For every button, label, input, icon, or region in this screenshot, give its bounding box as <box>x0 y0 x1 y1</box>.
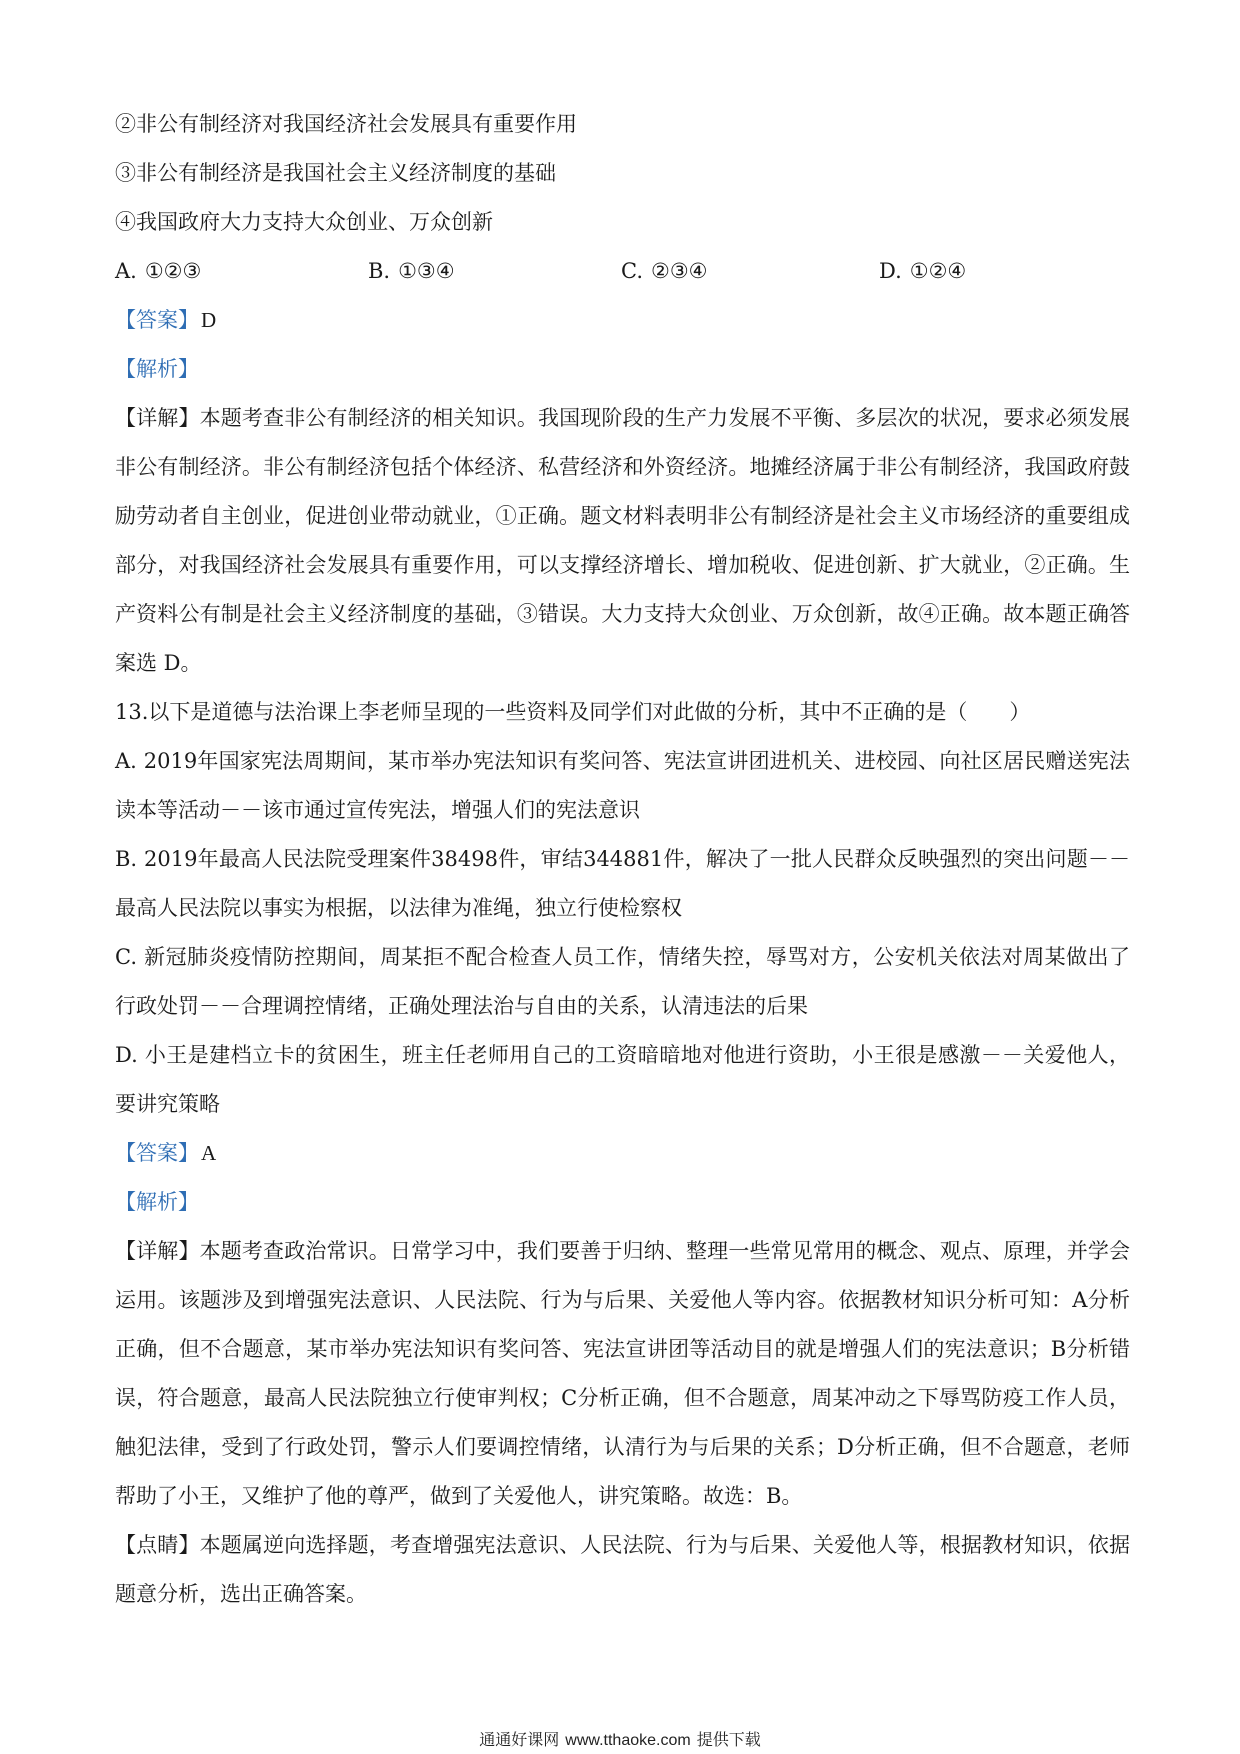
option-text: ②③④ <box>651 259 708 283</box>
option-text: ①②④ <box>909 259 967 283</box>
option-letter: B. <box>115 847 138 871</box>
option-letter: D. <box>115 1043 138 1067</box>
q13-option-d <box>115 1031 1130 1129</box>
q12-answer <box>115 296 1130 345</box>
page-content <box>115 100 1130 1619</box>
option-text: 2019年最高人民法院受理案件38498件，审结344881件，解决了一批人民群众反映强烈的突出问题－－最高人民法院以事实为根据，以法律为准绳，独立行使检察权 <box>115 847 1130 920</box>
answer-value: A <box>201 1141 217 1165</box>
option-text: ①②③ <box>144 259 202 283</box>
option-text: ①③④ <box>398 259 455 283</box>
q12-option-b <box>368 247 621 296</box>
footer-suffix: 提供下载 <box>696 1730 761 1749</box>
option-letter: A. <box>115 749 137 773</box>
answer-tag: 【答案】 <box>115 308 199 332</box>
detail-text: 本题考查非公有制经济的相关知识。我国现阶段的生产力发展不平衡、多层次的状况，要求必须发展非公有制经济。非公有制经济包括个体经济、私营经济和外资经济。地摊经济属于非公有制经济，我国政府鼓励劳动者自主创业，促进创业带动就业，①正确。题文材料表明非公有制经济是社会主义市场经济的重要组成部分，对我国经济社会发展具有重要作用，可以支撑经济增长、增加税收、促进创新、扩大就业，②正确。生产资料公有制是社会主义经济制度的基础，③错误。大力支持大众创业、万众创新，故④正确。故本题正确答案选 D。 <box>115 406 1131 675</box>
footer-site-name: 通通好课网 <box>479 1730 560 1749</box>
q12-detail <box>115 394 1130 688</box>
analysis-tag: 【解析】 <box>115 1190 199 1214</box>
q12-analysis-heading <box>115 345 1130 394</box>
option-letter: A. <box>115 259 137 283</box>
q12-option-a <box>115 247 368 296</box>
option-letter: C. <box>115 945 137 969</box>
answer-value: D <box>201 308 217 332</box>
q12-option-d <box>879 247 966 296</box>
option-text: 新冠肺炎疫情防控期间，周某拒不配合检查人员工作，情绪失控，辱骂对方，公安机关依法对周某做出了行政处罚－－合理调控情绪，正确处理法治与自由的关系，认清违法的后果 <box>115 945 1130 1018</box>
q12-item-4: ④我国政府大力支持大众创业、万众创新 <box>115 210 493 234</box>
detail-tag: 【详解】 <box>115 406 200 430</box>
option-letter: D. <box>879 259 902 283</box>
comment-tag: 【点睛】 <box>115 1533 200 1557</box>
q12-option-c <box>621 247 879 296</box>
option-letter: B. <box>368 259 391 283</box>
q12-options <box>115 247 1130 296</box>
comment-text: 本题属逆向选择题，考查增强宪法意识、人民法院、行为与后果、关爱他人等，根据教材知识，依据题意分析，选出正确答案。 <box>115 1533 1131 1606</box>
q13-answer <box>115 1129 1130 1178</box>
q13-detail <box>115 1227 1130 1521</box>
q13-option-c <box>115 933 1130 1031</box>
q13-comment <box>115 1521 1130 1619</box>
q13-stem: 13.以下是道德与法治课上李老师呈现的一些资料及同学们对此做的分析，其中不正确的是（ ） <box>115 700 1031 724</box>
detail-text: 本题考查政治常识。日常学习中，我们要善于归纳、整理一些常见常用的概念、观点、原理，并学会运用。该题涉及到增强宪法意识、人民法院、行为与后果、关爱他人等内容。依据教材知识分析可知：A分析正确，但不合题意，某市举办宪法知识有奖问答、宪法宣讲团等活动目的就是增强人们的宪法意识；B分析错误，符合题意，最高人民法院独立行使审判权；C分析正确，但不合题意，周某冲动之下辱骂防疫工作人员，触犯法律，受到了行政处罚，警示人们要调控情绪，认清行为与后果的关系；D分析正确，但不合题意，老师帮助了小王，又维护了他的尊严，做到了关爱他人，讲究策略。故选：B。 <box>115 1239 1131 1508</box>
analysis-tag: 【解析】 <box>115 357 199 381</box>
q13-option-b <box>115 835 1130 933</box>
q12-item-2: ②非公有制经济对我国经济社会发展具有重要作用 <box>115 112 577 136</box>
option-text: 2019年国家宪法周期间，某市举办宪法知识有奖问答、宪法宣讲团进机关、进校园、向社区居民赠送宪法读本等活动－－该市通过宣传宪法，增强人们的宪法意识 <box>115 749 1130 822</box>
detail-tag: 【详解】 <box>115 1239 200 1263</box>
q13-analysis-heading <box>115 1178 1130 1227</box>
page-footer <box>0 1730 1240 1751</box>
option-letter: C. <box>621 259 643 283</box>
option-text: 小王是建档立卡的贫困生，班主任老师用自己的工资暗暗地对他进行资助，小王很是感激－－关爱他人，要讲究策略 <box>115 1043 1130 1116</box>
q12-item-3: ③非公有制经济是我国社会主义经济制度的基础 <box>115 161 556 185</box>
footer-domain-link[interactable]: www.tthaoke.com <box>565 1732 691 1749</box>
answer-tag: 【答案】 <box>115 1141 199 1165</box>
q13-option-a <box>115 737 1130 835</box>
